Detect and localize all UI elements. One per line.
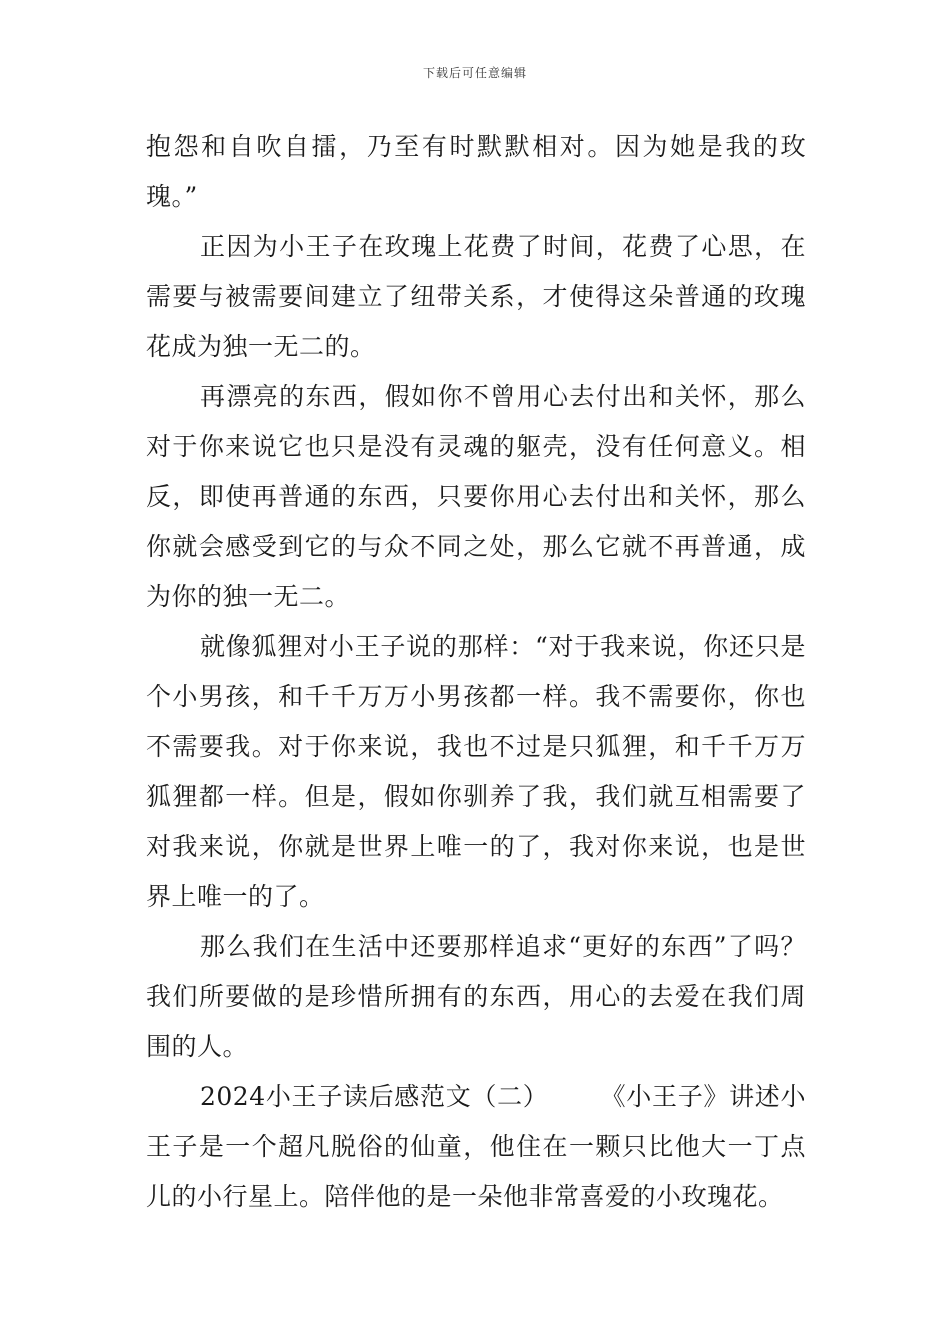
paragraph-4: 就像狐狸对小王子说的那样：“对于我来说，你还只是个小男孩，和千千万万小男孩都一样。我不需要你，你也不需要我。对于你来说，我也不过是只狐狸，和千千万万狐狸都一样。但是，假如你驯养了我，我们就互相需要了对我来说，你就是世界上唯一的了，我对你来说，也是世界上唯一的了。 [146,632,806,911]
page-header-note: 下载后可任意编辑 [422,66,527,80]
paragraph-6: 2024小王子读后感范文（二） 《小王子》讲述小王子是一个超凡脱俗的仙童，他住在一颗只比他大一丁点儿的小行星上。陪伴他的是一朵他非常喜爱的小玫瑰花。 [146,1082,806,1211]
paragraph-2: 正因为小王子在玫瑰上花费了时间，花费了心思，在需要与被需要间建立了纽带关系，才使得这朵普通的玫瑰花成为独一无二的。 [146,232,806,361]
paragraph-3: 再漂亮的东西，假如你不曾用心去付出和关怀，那么对于你来说它也只是没有灵魂的躯壳，没有任何意义。相反，即使再普通的东西，只要你用心去付出和关怀，那么你就会感受到它的与众不同之处，那么它就不再普通，成为你的独一无二。 [146,382,806,611]
paragraph-5: 那么我们在生活中还要那样追求“更好的东西”了吗？我们所要做的是珍惜所拥有的东西，用心的去爱在我们周围的人。 [146,932,806,1061]
document-body [146,122,806,1222]
paragraph-1: 抱怨和自吹自擂，乃至有时默默相对。因为她是我的玫瑰。” [146,132,806,211]
